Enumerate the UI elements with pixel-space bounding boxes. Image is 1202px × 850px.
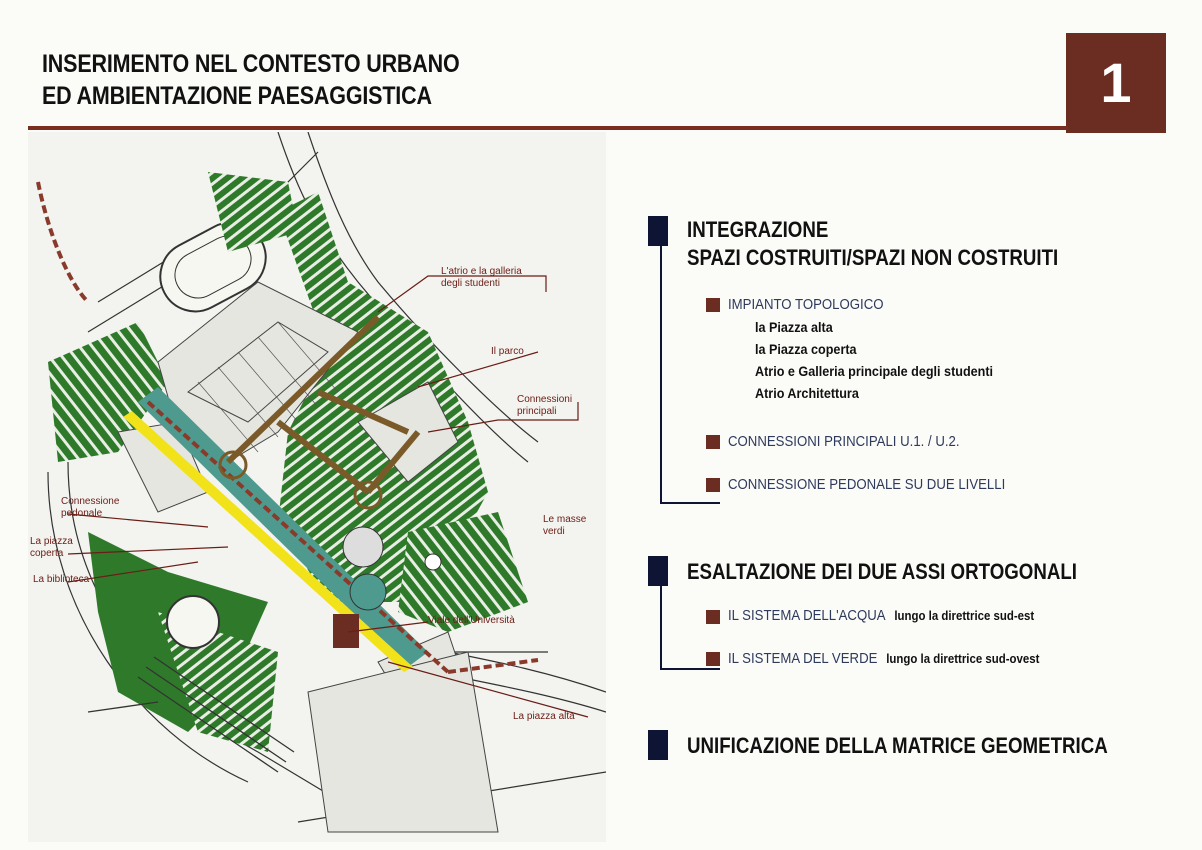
label-parco: Il parco	[491, 346, 524, 357]
section-2-bracket	[660, 586, 662, 670]
list-item: la Piazza alta	[755, 319, 833, 335]
label-connessione-pedonale-2: pedonale	[61, 508, 103, 519]
item-sistema-verde: IL SISTEMA DEL VERDE lungo la direttrice sud-ovest	[728, 650, 1040, 667]
section-1-heading-line-1: INTEGRAZIONE	[687, 217, 829, 242]
section-3-heading: UNIFICAZIONE DELLA MATRICE GEOMETRICA	[687, 733, 1108, 758]
label-connessioni-1: Connessioni	[517, 394, 573, 405]
title-line-2: ED AMBIENTAZIONE PAESAGGISTICA	[42, 82, 432, 110]
title-line-1: INSERIMENTO NEL CONTESTO URBANO	[42, 50, 460, 78]
section-1-bracket	[660, 246, 662, 504]
section-3-marker	[648, 730, 668, 760]
label-masse-verdi-2: verdi	[543, 526, 565, 537]
page-title	[42, 48, 460, 112]
item-impianto-topologico: IMPIANTO TOPOLOGICO	[728, 296, 884, 313]
label-connessione-pedonale-1: Connessione	[61, 496, 120, 507]
item-sistema-acqua: IL SISTEMA DELL'ACQUA lungo la direttrice sud-est	[728, 607, 1035, 624]
label-viale: Viale dell'Università	[428, 615, 515, 626]
item-connessione-pedonale: CONNESSIONE PEDONALE SU DUE LIVELLI	[728, 476, 1006, 493]
label-connessioni-2: principali	[517, 406, 557, 417]
list-item: Atrio Architettura	[755, 385, 859, 401]
section-2-marker	[648, 556, 668, 586]
section-1-marker	[648, 216, 668, 246]
label-piazza-coperta-1: La piazza	[30, 536, 73, 547]
label-biblioteca: La biblioteca	[33, 574, 90, 585]
label-atrio-1: L'atrio e la galleria	[441, 266, 522, 277]
label-atrio-2: degli studenti	[441, 278, 500, 289]
label-piazza-alta: La piazza alta	[513, 711, 575, 722]
label-piazza-coperta-2: coperta	[30, 548, 64, 559]
list-item: la Piazza coperta	[755, 341, 857, 357]
list-item: Atrio e Galleria principale degli studenti	[755, 363, 994, 379]
header-rule	[28, 126, 1068, 130]
section-1-heading-line-2: SPAZI COSTRUITI/SPAZI NON COSTRUITI	[687, 245, 1059, 270]
page-number-badge: 1	[1066, 33, 1166, 133]
topology-list	[755, 316, 993, 404]
site-plan-map	[28, 132, 606, 842]
label-masse-verdi-1: Le masse	[543, 514, 587, 525]
section-2-heading: ESALTAZIONE DEI DUE ASSI ORTOGONALI	[687, 559, 1077, 584]
item-connessioni-principali: CONNESSIONI PRINCIPALI U.1. / U.2.	[728, 433, 960, 450]
